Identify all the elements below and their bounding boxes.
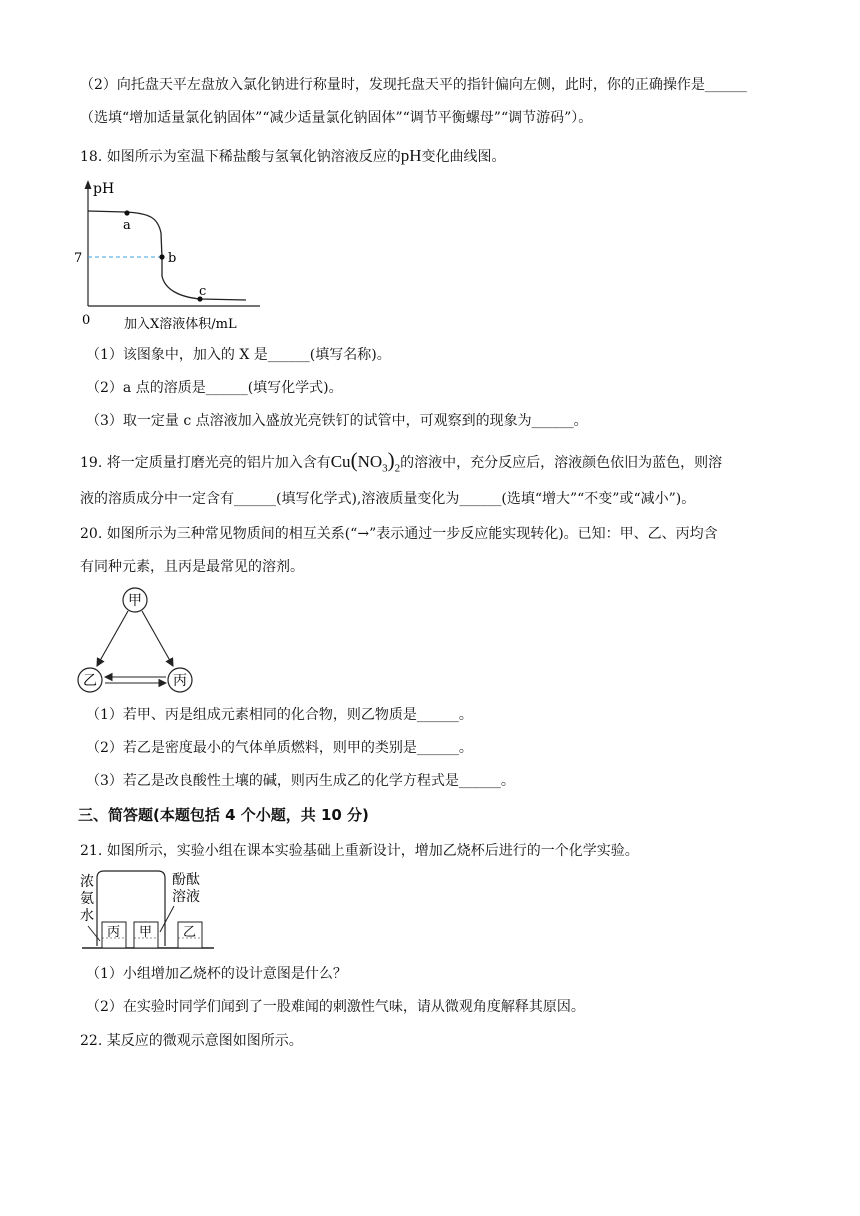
q21-sub2: （2）在实验时同学们闻到了一股难闻的刺激性气味，请从微观角度解释其原因。 [86, 999, 585, 1015]
svg-text:溶液: 溶液 [172, 889, 200, 905]
tick-7-label: 7 [74, 251, 83, 266]
origin-label: 0 [82, 313, 91, 328]
section3-title: 三、简答题(本题包括 4 个小题，共 10 分) [78, 806, 369, 824]
q20-line2: 有同种元素，且丙是最常见的溶剂。 [80, 559, 304, 575]
substance-relation-diagram [72, 584, 202, 696]
svg-text:丙: 丙 [107, 925, 121, 940]
q19-line1: 19. 将一定质量打磨光亮的铝片加入含有$Cu(NO_3)_2$的溶液中，充分反应后，溶液颜色依旧为蓝色，则溶 [80, 448, 723, 475]
y-axis-label: pH [93, 181, 115, 197]
svg-text:酚酞: 酚酞 [172, 872, 200, 888]
q18-sub2: （2）a 点的溶质是______(填写化学式)。 [86, 380, 343, 396]
point-c-label: c [199, 284, 207, 299]
point-a [124, 210, 129, 215]
q18-sub1: （1）该图象中，加入的 X 是______(填写名称)。 [86, 347, 391, 363]
svg-text:浓: 浓 [80, 874, 94, 890]
q19-line2: 液的溶质成分中一定含有______(填写化学式),溶液质量变化为______(选填“增大”“不变”或“减小”)。 [80, 491, 696, 507]
svg-text:甲: 甲 [139, 925, 153, 940]
q20-sub3: （3）若乙是改良酸性土壤的碱，则丙生成乙的化学方程式是______。 [86, 773, 515, 789]
y-axis-arrow [85, 180, 92, 189]
svg-text:乙: 乙 [83, 673, 97, 689]
copper-nitrate-formula: $Cu(NO_3)_2$ [330, 448, 401, 475]
q21-stem: 21. 如图所示，实验小组在课本实验基础上重新设计，增加乙烧杯后进行的一个化学实验。 [80, 843, 639, 859]
q17-2-line2: （选填“增加适量氯化钠固体”“减少适量氯化钠固体”“调节平衡螺母”“调节游码”）。 [80, 110, 593, 126]
x-axis-label: 加入X溶液体积/mL [124, 317, 237, 332]
q18-sub3: （3）取一定量 c 点溶液加入盛放光亮铁钉的试管中，可观察到的现象为______。 [86, 413, 588, 429]
arrow-jia-to-yi [97, 611, 128, 666]
ammonia-experiment-apparatus [74, 866, 224, 956]
point-b-label: b [168, 251, 177, 266]
ph-curve-graph [70, 178, 270, 333]
svg-text:乙: 乙 [183, 925, 197, 940]
svg-text:氨: 氨 [80, 891, 94, 907]
q20-sub2: （2）若乙是密度最小的气体单质燃料，则甲的类别是______。 [86, 740, 473, 756]
point-a-label: a [123, 218, 131, 233]
ph-label: pH [400, 146, 422, 165]
q21-sub1: （1）小组增加乙烧杯的设计意图是什么？ [86, 966, 347, 982]
svg-text:甲: 甲 [128, 593, 142, 609]
q20-line1: 20. 如图所示为三种常见物质间的相互关系(“→”表示通过一步反应能实现转化)。已知：甲、乙、丙均含 [80, 526, 718, 542]
svg-text:丙: 丙 [173, 673, 187, 689]
q18-stem: 18. 如图所示为室温下稀盐酸与氢氧化钠溶液反应的pH变化曲线图。 [80, 146, 506, 165]
q20-sub1: （1）若甲、丙是组成元素相同的化合物，则乙物质是______。 [86, 707, 473, 723]
q22-stem: 22. 某反应的微观示意图如图所示。 [80, 1033, 303, 1049]
q17-2-line1: （2）向托盘天平左盘放入氯化钠进行称量时，发现托盘天平的指针偏向左侧，此时，你的正确操作是______ [80, 77, 747, 93]
arrow-jia-to-bing [142, 611, 173, 666]
ph-curve [88, 211, 246, 300]
point-b [159, 254, 164, 259]
svg-text:水: 水 [80, 908, 94, 924]
